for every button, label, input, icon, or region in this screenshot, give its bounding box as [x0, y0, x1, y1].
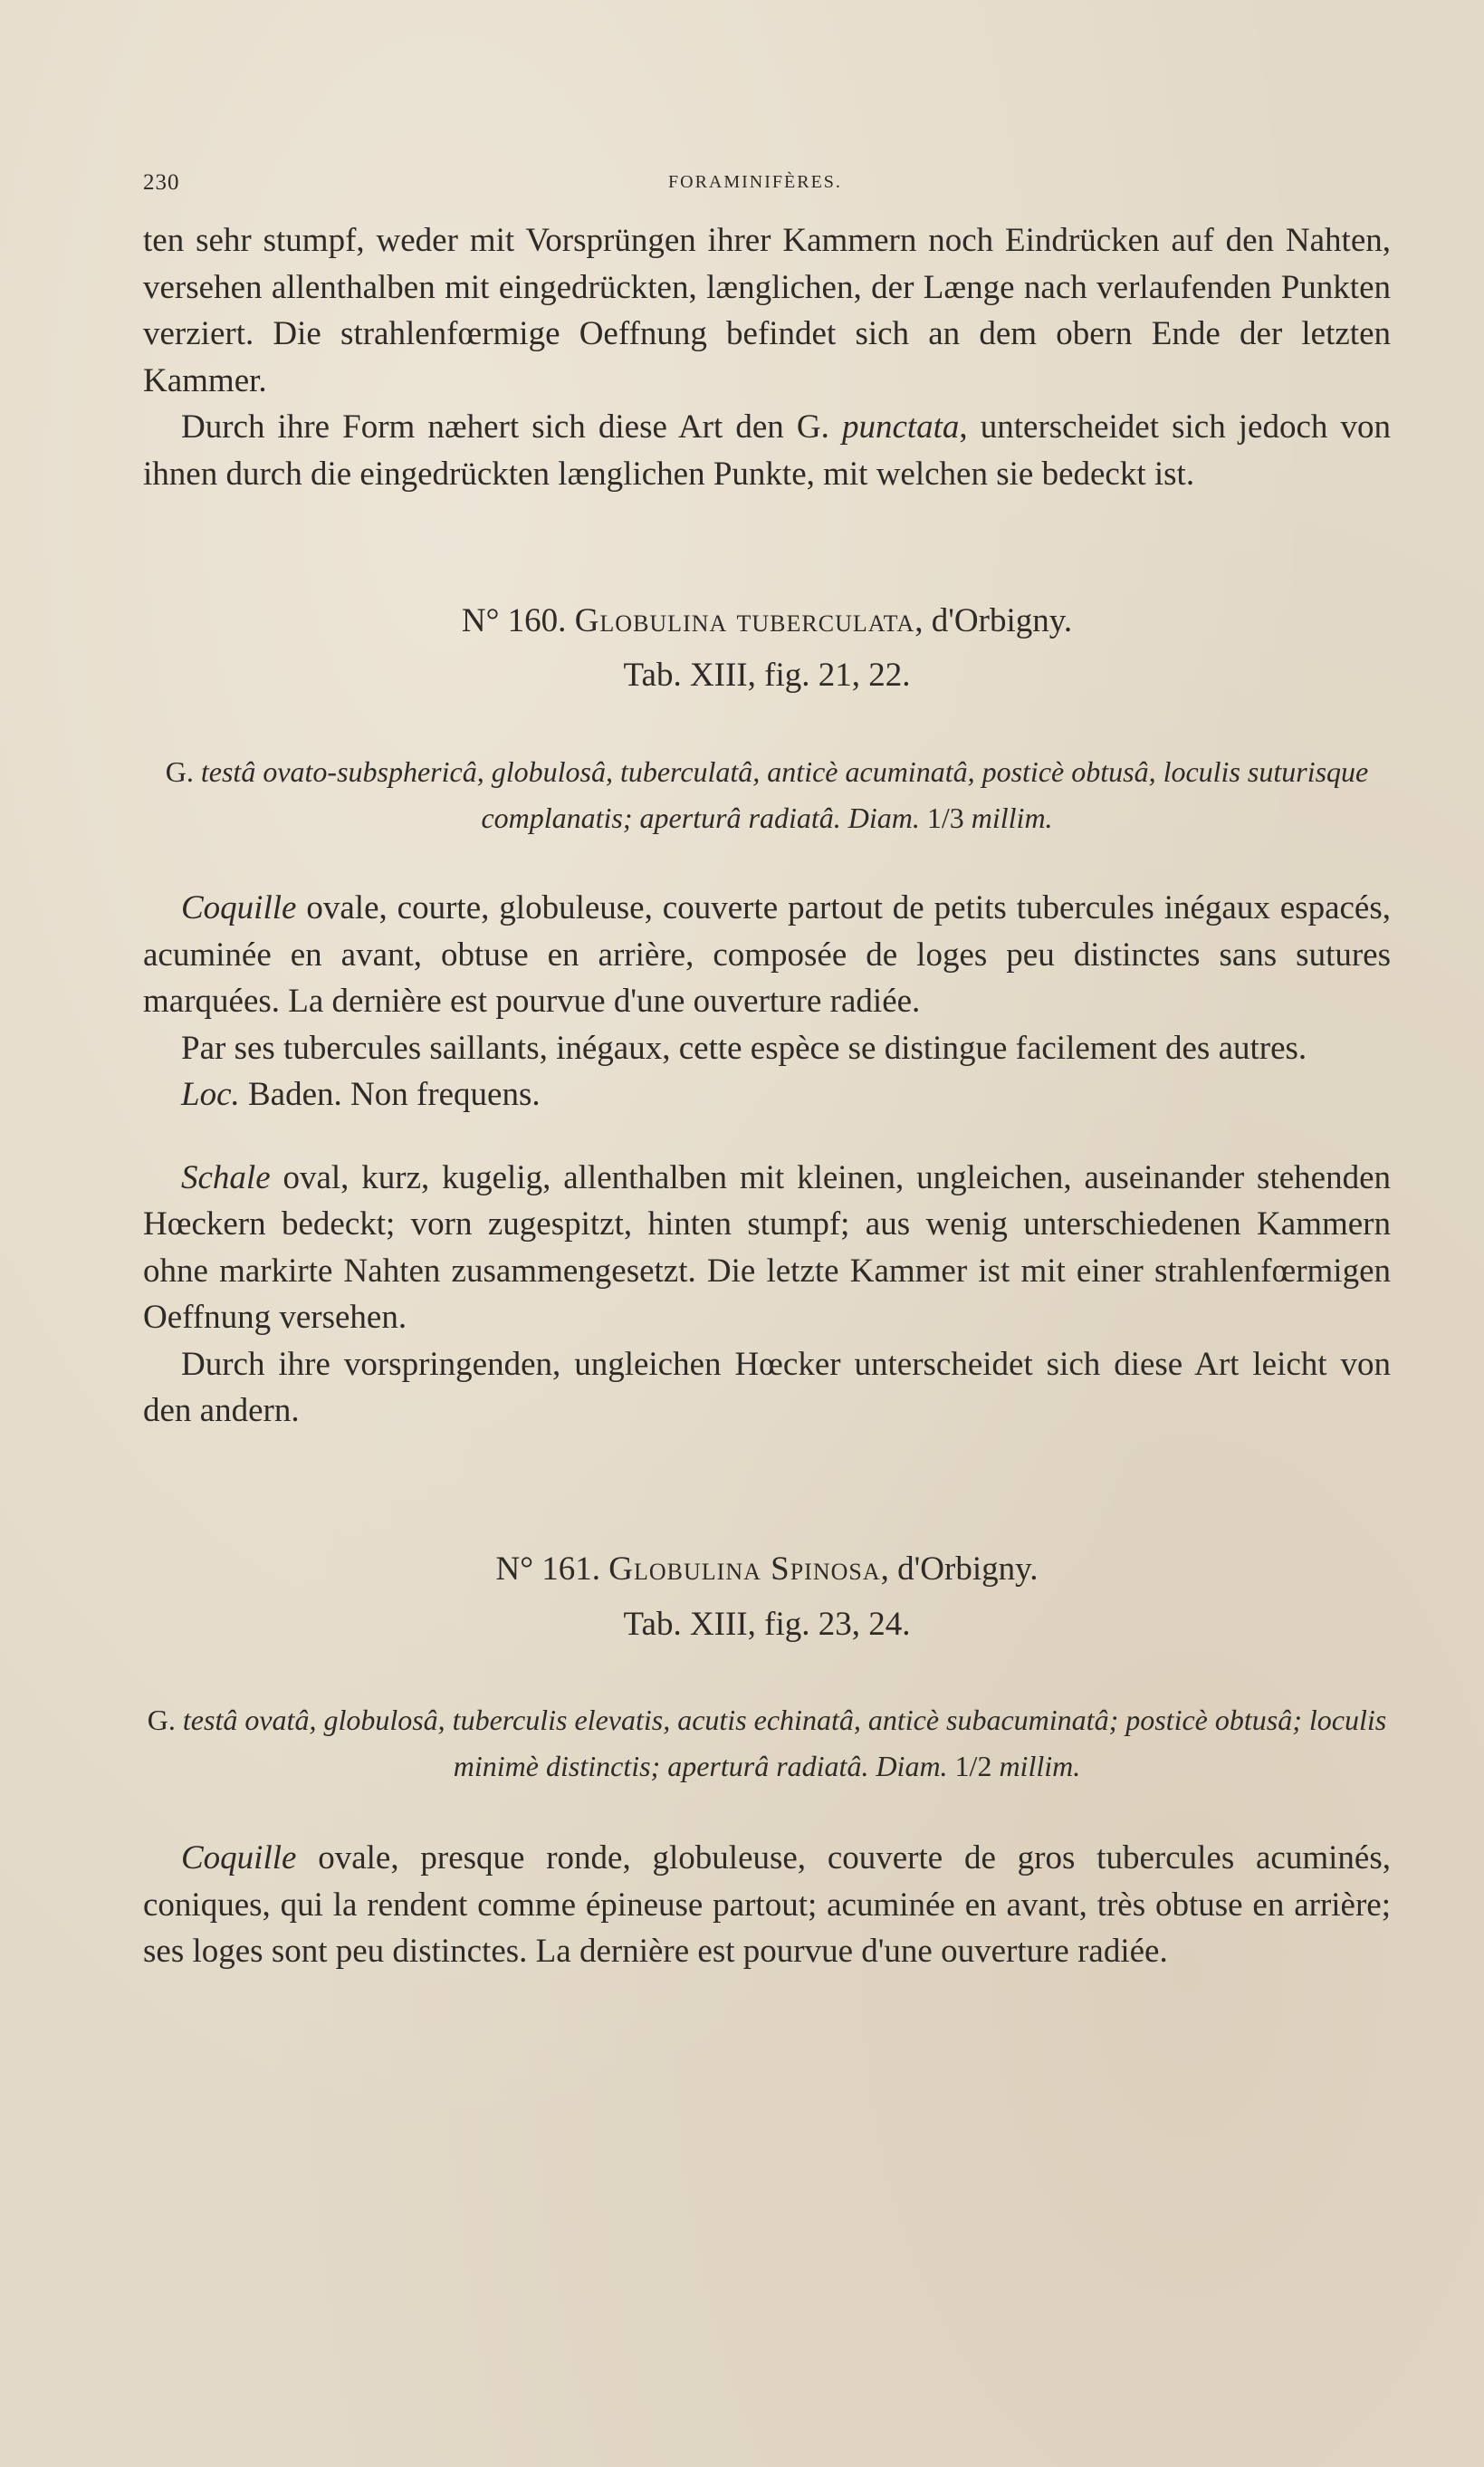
- species-161-author: , d'Orbigny.: [880, 1550, 1039, 1588]
- species-160-french-2: Par ses tubercules saillants, inégaux, cette espèce se distingue facilement des autres.: [181, 1029, 1307, 1067]
- page-header: [143, 170, 1393, 203]
- species-160-text: [143, 885, 1391, 1435]
- species-160-plate: Tab. XIII, fig. 21, 22.: [623, 657, 911, 694]
- top-text: [143, 217, 1391, 497]
- species-160-locality: Loc. Baden. Non frequens.: [181, 1076, 541, 1113]
- species-161-heading: [143, 1546, 1391, 1593]
- species-161-text: [143, 1835, 1391, 1975]
- species-160-german: Schale oval, kurz, kugelig, allenthalben mit kleinen, ungleichen, auseinander stehenden Hœckern bedeckt; vorn zugespitzt, hinten stumpf; aus wenig unterschiedenen Kammern ohne markirte Nahten zusammengesetzt. Die letzte Kammer ist mit einer strahlenfœrmigen Oeffnung versehen.: [143, 1158, 1391, 1336]
- species-161-plate: Tab. XIII, fig. 23, 24.: [623, 1606, 911, 1643]
- species-161-name: Globulina Spinosa: [608, 1550, 881, 1588]
- species-161-number: N° 161.: [495, 1550, 601, 1588]
- species-160-author: , d'Orbigny.: [914, 602, 1073, 639]
- species-161-diagnosis: G. testâ ovatâ, globulosâ, tuberculis elevatis, acutis echinatâ, anticè subacuminatâ; posticè obtusâ; loculis minimè distinctis; aperturâ radiatâ. Diam. 1/2 millim.: [147, 1704, 1387, 1782]
- species-160-heading: [143, 598, 1391, 645]
- species-160-german-2: Durch ihre vorspringenden, ungleichen Hœcker unterscheidet sich diese Art leicht von den andern.: [143, 1345, 1391, 1429]
- species-160-number: N° 160.: [461, 602, 567, 639]
- running-head: FORAMINIFÈRES.: [668, 172, 842, 192]
- top-paragraph-2: Durch ihre Form næhert sich diese Art den G. punctata, unterscheidet sich jedoch von ihnen durch die eingedrückten længlichen Punkte, mit welchen sie bedeckt ist.: [143, 408, 1391, 493]
- species-161-french: Coquille ovale, presque ronde, globuleuse, couverte de gros tubercules acuminés, coniques, qui la rendent comme épineuse partout; acuminée en avant, très obtuse en arrière; ses loges sont peu distinctes. La dernière est pourvue d'une ouverture radiée.: [143, 1839, 1391, 1970]
- page-number: 230: [143, 170, 180, 195]
- species-160-name: Globulina tuberculata: [574, 602, 915, 639]
- species-160-diagnosis: G. testâ ovato-subsphericâ, globulosâ, tuberculatâ, anticè acuminatâ, posticè obtusâ, loculis suturisque complanatis; aperturâ radiatâ. Diam. 1/3 millim.: [165, 755, 1369, 834]
- species-160-french: Coquille ovale, courte, globuleuse, couverte partout de petits tubercules inégaux espacés, acuminée en avant, obtuse en arrière, composée de loges peu distinctes sans sutures marquées. La dernière est pourvue d'une ouverture radiée.: [143, 889, 1391, 1020]
- top-paragraph: ten sehr stumpf, weder mit Vorsprüngen ihrer Kammern noch Eindrücken auf den Nahten, versehen allenthalben mit eingedrückten, længlichen, der Længe nach verlaufenden Punkten verziert. Die strahlenfœrmige Oeffnung befindet sich an dem obern Ende der letzten Kammer.: [143, 222, 1391, 399]
